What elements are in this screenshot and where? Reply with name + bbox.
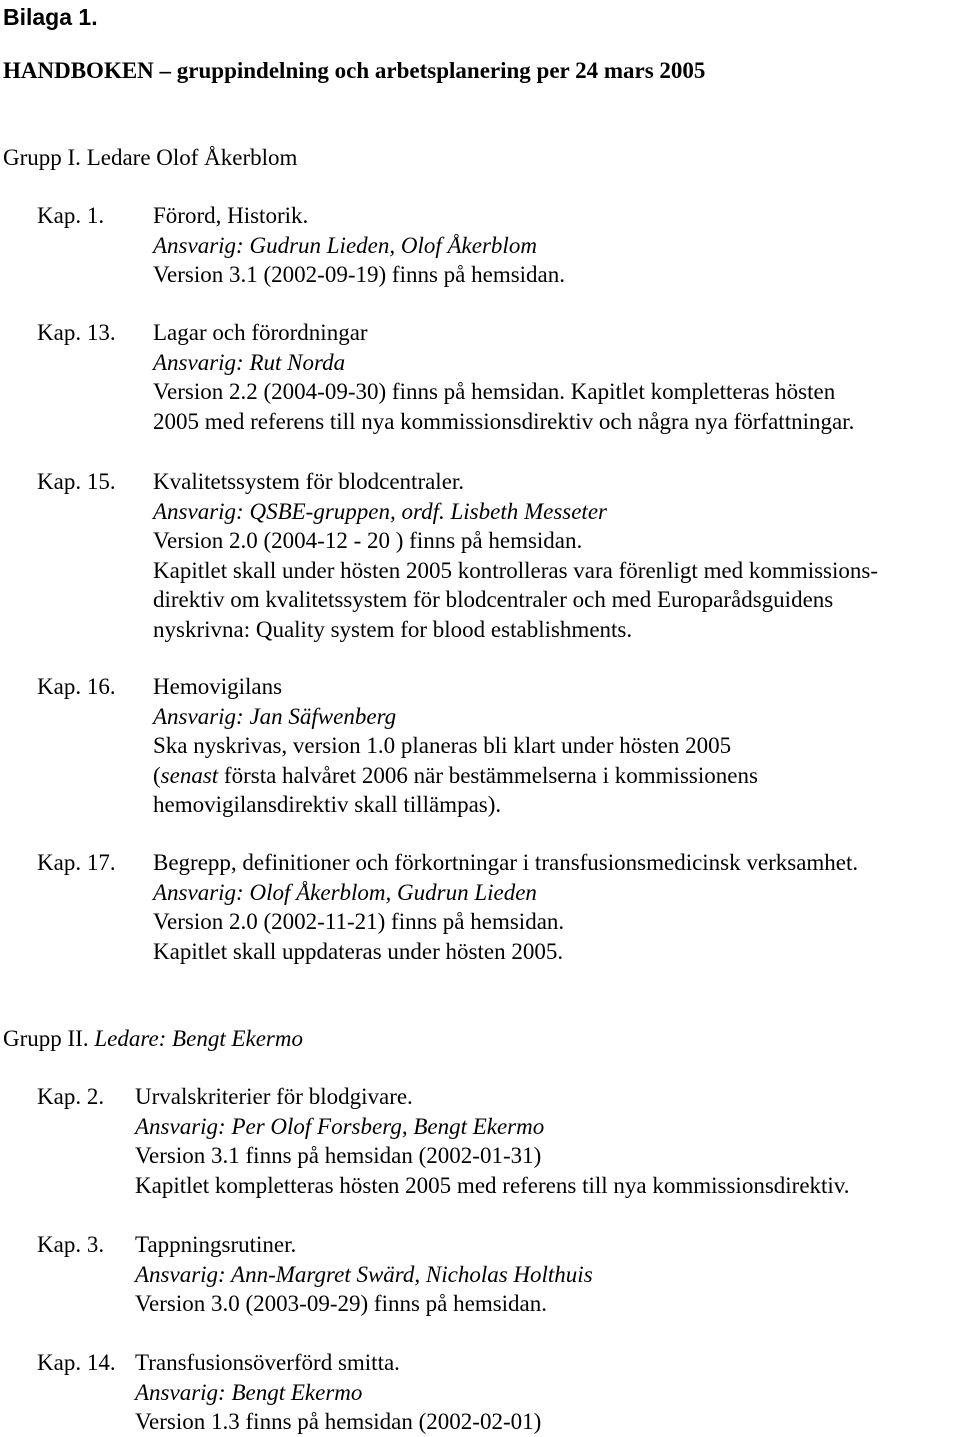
chapter-title: Kvalitetssystem för blodcentraler.	[153, 469, 465, 494]
chapter-responsible: Ansvarig: Rut Norda	[153, 349, 346, 375]
chapter-body	[153, 201, 565, 290]
group-1-name: Grupp I.	[3, 145, 81, 170]
chapter-label: Kap. 16.	[37, 674, 116, 699]
appendix-label: Bilaga 1.	[3, 4, 98, 30]
chapter-responsible: Ansvarig: Gudrun Lieden, Olof Åkerblom	[153, 232, 537, 258]
chapter-title: Begrepp, definitioner och förkortningar i transfusionsmedicinsk verksamhet.	[153, 850, 859, 875]
chapter-label: Kap. 2.	[37, 1084, 105, 1109]
group-1-heading	[3, 143, 297, 173]
chapter-version: Version 2.0 (2004-12 - 20 ) finns på hemsidan.	[153, 528, 583, 553]
chapter-title: Tappningsrutiner.	[135, 1232, 297, 1257]
chapter-version: Version 3.1 finns på hemsidan (2002-01-31)	[135, 1143, 542, 1168]
chapter-note-rest: första halvåret 2006 när bestämmelserna i kommissionens	[218, 762, 758, 788]
group-2-heading	[3, 1024, 303, 1054]
chapter-body	[153, 467, 878, 644]
chapter-note: hemovigilansdirektiv skall tillämpas).	[153, 792, 502, 817]
chapter-version: Version 3.1 (2002-09-19) finns på hemsidan.	[153, 262, 566, 287]
group-2-name: Grupp II.	[3, 1026, 89, 1051]
document-title: HANDBOKEN – gruppindelning och arbetsplanering per 24 mars 2005	[3, 58, 706, 83]
chapter-body	[135, 1230, 593, 1319]
chapter-label: Kap. 1.	[37, 203, 105, 228]
chapter-body	[153, 318, 854, 436]
chapter-version: Version 2.0 (2002-11-21) finns på hemsidan.	[153, 909, 565, 934]
chapter-body	[153, 848, 858, 966]
chapter-responsible: Ansvarig: Per Olof Forsberg, Bengt Ekermo	[135, 1113, 545, 1139]
chapter-note: Kapitlet skall uppdateras under hösten 2005.	[153, 938, 564, 964]
chapter-label: Kap. 3.	[37, 1232, 105, 1257]
chapter-responsible: Ansvarig: Jan Säfwenberg	[153, 703, 397, 729]
chapter-title: Transfusionsöverförd smitta.	[135, 1350, 400, 1375]
chapter-responsible: Ansvarig: Olof Åkerblom, Gudrun Lieden	[153, 879, 537, 905]
chapter-label: Kap. 17.	[37, 850, 116, 875]
chapter-label: Kap. 13.	[37, 320, 116, 345]
chapter-title: Urvalskriterier för blodgivare.	[135, 1084, 413, 1109]
chapter-responsible: Ansvarig: Ann-Margret Swärd, Nicholas Holthuis	[135, 1261, 593, 1287]
chapter-version: Version 2.2 (2004-09-30) finns på hemsidan. Kapitlet kompletteras hösten	[153, 379, 836, 404]
chapter-note: Kapitlet kompletteras hösten 2005 med referens till nya kommissionsdirektiv.	[135, 1172, 850, 1198]
chapter-note: direktiv om kvalitetssystem för blodcentraler och med Europarådsguidens	[153, 587, 834, 612]
chapter-responsible: Ansvarig: QSBE-gruppen, ordf. Lisbeth Messeter	[153, 498, 607, 524]
chapter-note: nyskrivna: Quality system for blood establishments.	[153, 616, 633, 642]
chapter-title: Förord, Historik.	[153, 203, 309, 228]
chapter-note: Kapitlet skall under hösten 2005 kontrolleras vara förenligt med kommissions-	[153, 557, 878, 583]
chapter-note: 2005 med referens till nya kommissionsdirektiv och några nya författningar.	[153, 408, 855, 434]
chapter-label: Kap. 15.	[37, 469, 116, 494]
chapter-title: Lagar och förordningar	[153, 320, 368, 345]
chapter-version: Ska nyskrivas, version 1.0 planeras bli klart under hösten 2005	[153, 733, 732, 758]
chapter-body	[135, 1348, 541, 1437]
chapter-body	[153, 672, 758, 820]
group-1-leader: Ledare Olof Åkerblom	[86, 145, 298, 170]
chapter-note: (senast första halvåret 2006 när bestämmelserna i kommissionens	[153, 762, 758, 788]
chapter-note-italic: senast	[160, 762, 219, 788]
chapter-title: Hemovigilans	[153, 674, 283, 699]
group-2-leader: Ledare: Bengt Ekermo	[94, 1026, 303, 1051]
chapter-body	[135, 1082, 850, 1200]
chapter-label: Kap. 14.	[37, 1350, 116, 1375]
chapter-responsible: Ansvarig: Bengt Ekermo	[135, 1379, 363, 1405]
chapter-version: Version 1.3 finns på hemsidan (2002-02-01)	[135, 1409, 542, 1434]
chapter-version: Version 3.0 (2003-09-29) finns på hemsidan.	[135, 1291, 548, 1316]
